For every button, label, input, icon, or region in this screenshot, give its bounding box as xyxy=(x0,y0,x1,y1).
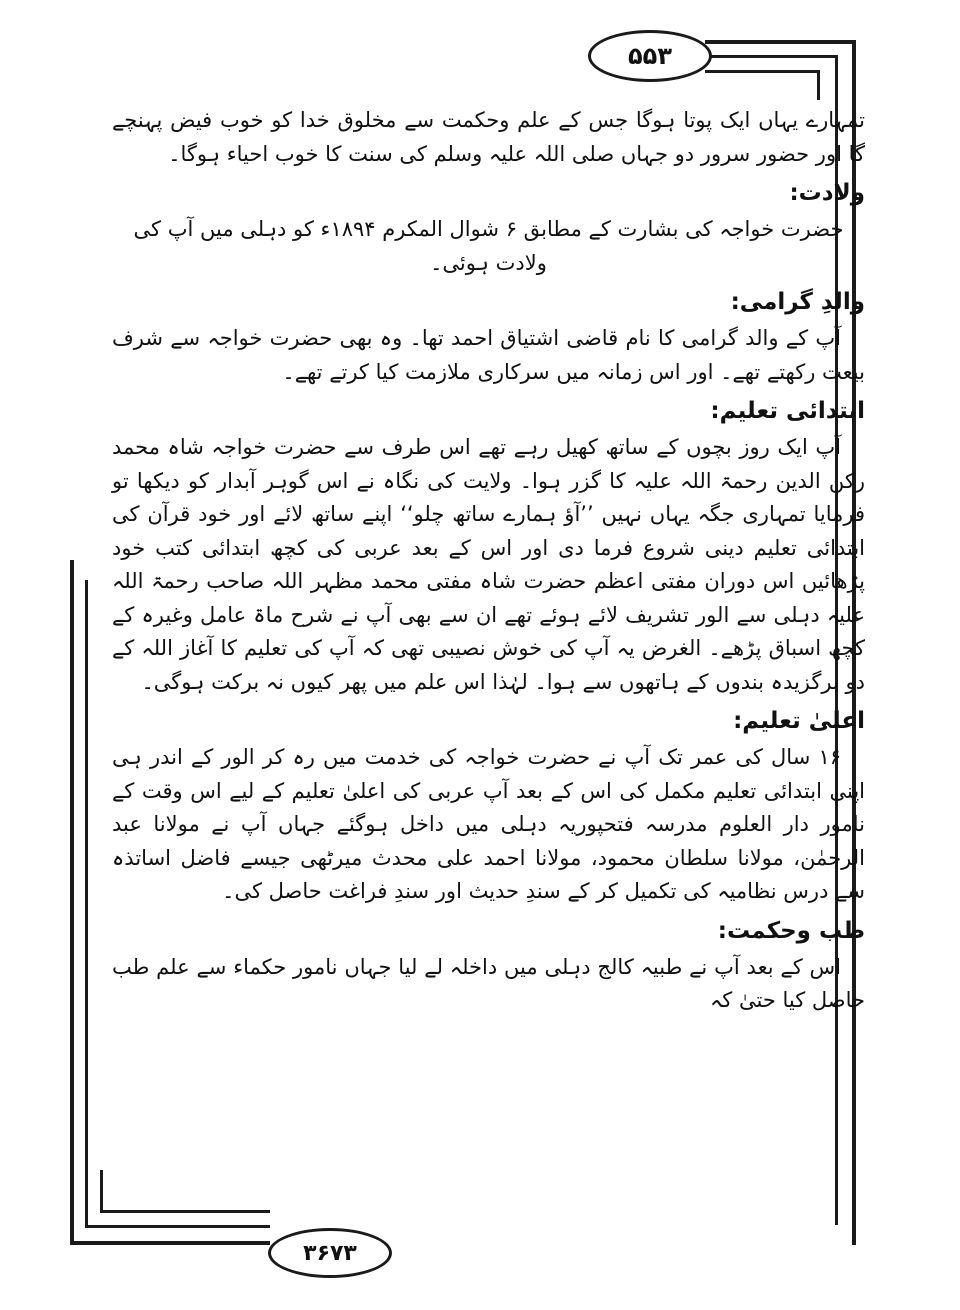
border-top-line-outer xyxy=(705,40,855,44)
top-page-number-text: ۵۵۳ xyxy=(628,42,672,70)
border-left-line-outer xyxy=(70,560,74,1245)
section-paragraph-father: آپ کے والد گرامی کا نام قاضی اشتیاق احمد تھا۔ وہ بھی حضرت خواجہ سے شرف بیعت رکھتے تھے۔ اور اس زمانہ میں سرکاری ملازمت کیا کرتے تھے۔ xyxy=(112,326,865,384)
bottom-page-number-text: ۳۶۷۳ xyxy=(303,1240,357,1266)
intro-paragraph: تمہارے یہاں ایک پوتا ہوگا جس کے علم وحکمت سے مخلوق خدا کو خوب فیض پہنچے گا اور حضور سرور دو جہاں صلی اللہ علیہ وسلم کی سنت کا خوب احیاء ہوگا۔ xyxy=(112,108,865,166)
section-heading-early-education: ابتدائی تعلیم: xyxy=(710,398,865,424)
section-heading-medicine: طب وحکمت: xyxy=(717,917,865,944)
section-heading-birth: ولادت: xyxy=(789,180,865,206)
border-left-line-inner xyxy=(100,1170,103,1210)
border-right-line-inner xyxy=(817,70,820,100)
section-heading-father: والدِ گرامی: xyxy=(730,289,865,315)
page-content xyxy=(112,104,865,1018)
border-bottom-line-inner xyxy=(100,1210,270,1213)
section-paragraph-medicine: اس کے بعد آپ نے طبیہ کالج دہلی میں داخلہ لے لیا جہاں نامور حکماء سے علم طب حاصل کیا حتیٰ کہ xyxy=(112,954,865,1012)
section-paragraph-birth: حضرت خواجہ کی بشارت کے مطابق ۶ شوال المکرم ۱۸۹۴ء کو دہلی میں آپ کی ولادت ہوئی۔ xyxy=(133,217,844,275)
section-paragraph-higher-education: ۱۶ سال کی عمر تک آپ نے حضرت خواجہ کی خدمت میں رہ کر الور کے اندر ہی اپنی ابتدائی تعلیم مکمل کی اس کے بعد آپ عربی کی اعلیٰ تعلیم کے لیے اس وقت کے نامور دار العلوم مدرسہ فتحپوریہ دہلی میں داخل ہوگئے جہاں آپ نے مولانا عبد الرحمٰن، مولانا سلطان محمود، مولانا احمد علی محدث میرٹھی جیسے فاضل اساتذہ سے درس نظامیہ کی تکمیل کر کے سندِ حدیث اور سندِ فراغت حاصل کی۔ xyxy=(112,745,865,903)
border-left-line-mid xyxy=(85,580,88,1228)
section-heading-higher-education: اعلیٰ تعلیم: xyxy=(733,708,865,734)
border-bottom-line-outer xyxy=(70,1241,270,1245)
border-top-line-mid xyxy=(705,55,837,58)
top-page-number xyxy=(588,30,712,82)
border-top-line-inner xyxy=(705,70,819,73)
border-bottom-line-mid xyxy=(85,1225,270,1228)
bottom-page-number xyxy=(268,1228,392,1278)
section-paragraph-early-education: آپ ایک روز بچوں کے ساتھ کھیل رہے تھے اس طرف سے حضرت خواجہ شاہ محمد رکن الدین رحمۃ اللہ علیہ کا گزر ہوا۔ ولایت کی نگاہ نے اس گوہر آبدار کو دیکھا تو فرمایا تمہاری جگہ یہاں نہیں ’’آؤ ہمارے ساتھ چلو‘‘ اپنے ساتھ لائے اور خود قرآن کی ابتدائی تعلیم دینی شروع فرما دی اور اس کے بعد عربی کی کچھ ابتدائی کتب خود پڑھائیں اس دوران مفتی اعظم حضرت شاہ مفتی محمد مظہر اللہ صاحب رحمۃ اللہ علیہ دہلی سے الور تشریف لائے ہوئے تھے ان سے بھی آپ نے شرح ماۃ عامل وغیرہ کے کچھ اسباق پڑھے۔ الغرض یہ آپ کی خوش نصیبی تھی کہ آپ کی تعلیم کا آغاز اللہ کے دو برگزیدہ بندوں کے ہاتھوں سے ہوا۔ لہٰذا اس علم میں پھر کیوں نہ برکت ہوگی۔ xyxy=(112,435,865,694)
